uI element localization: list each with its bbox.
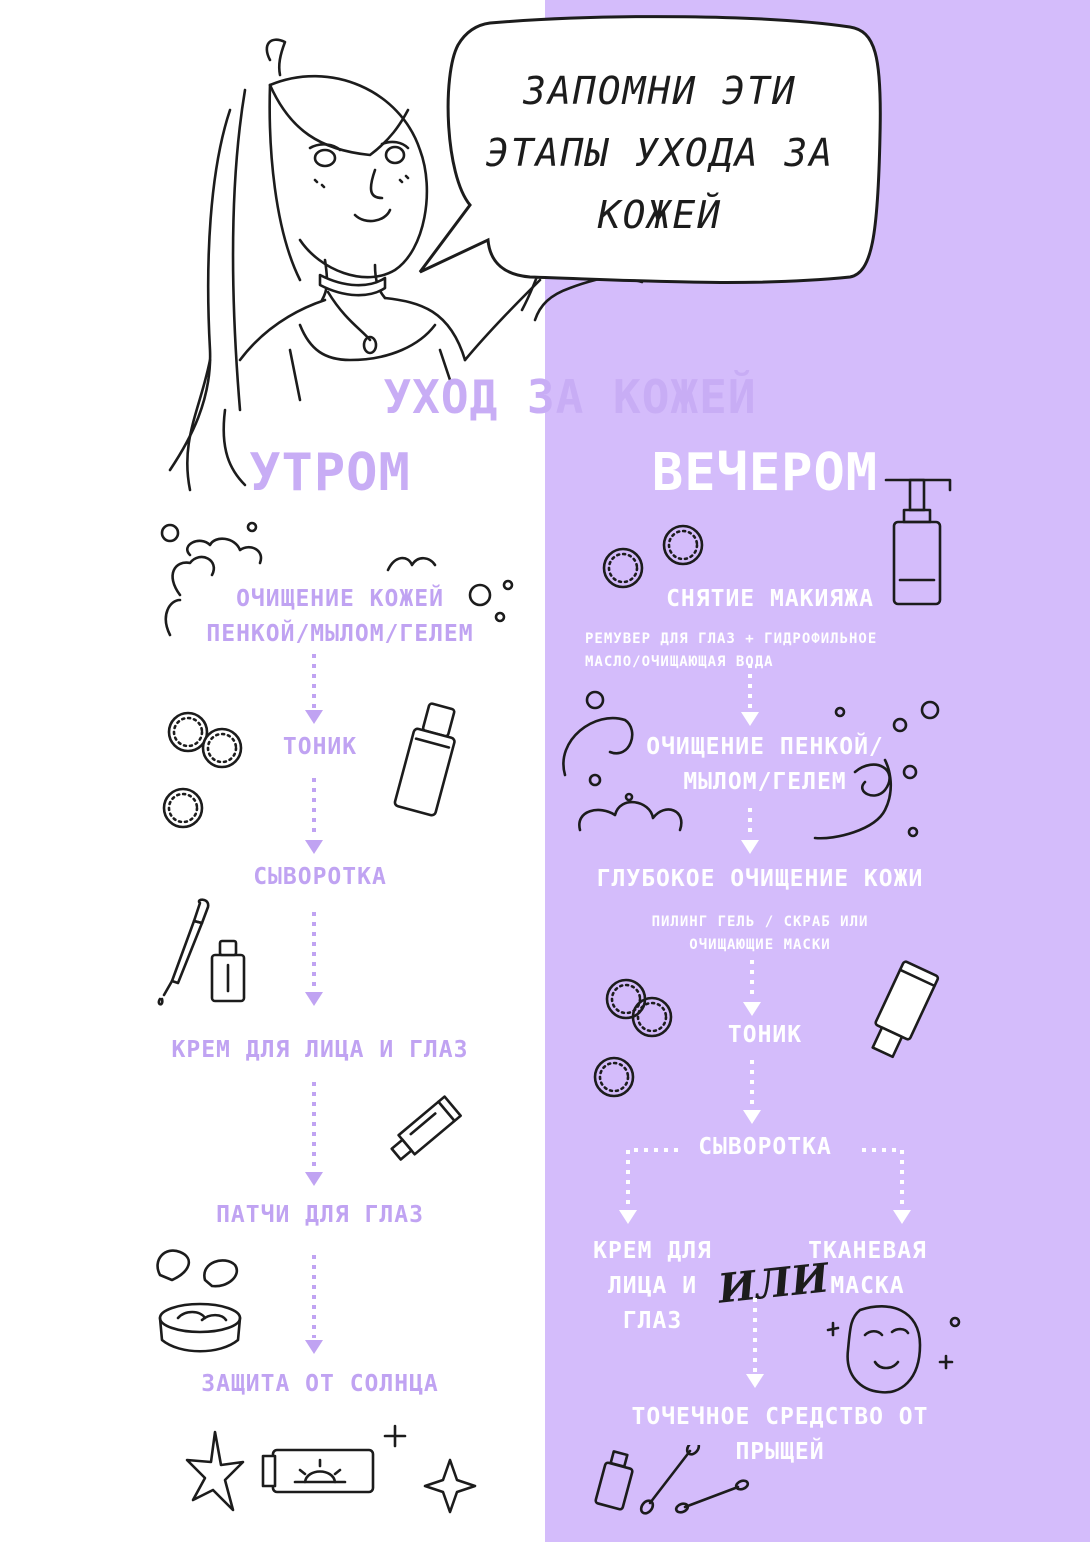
sheet-mask-icon [820,1300,970,1400]
eye-patches-icon [150,1240,250,1355]
serum-dropper-icon [150,895,260,1010]
evening-cotton-pads-icon [595,520,715,595]
morning-step-toner: ТОНИК [282,734,358,760]
page-title: УХОД ЗА КОЖЕЙ [383,370,757,424]
evening-column-title: ВЕЧЕРОМ [651,443,879,503]
morning-step-serum: СЫВОРОТКА [253,864,387,890]
morning-column-title: УТРОМ [249,443,411,503]
morning-step-sunscreen: ЗАЩИТА ОТ СОЛНЦА [201,1371,439,1397]
evening-note-makeup-removal: РЕМУВЕР ДЛЯ ГЛАЗ + ГИДРОФИЛЬНОЕ МАСЛО/ОЧИЩАЮЩАЯ ВОДА [585,631,878,670]
spot-treatment-icon [590,1445,760,1520]
cotton-pads-icon [155,710,255,840]
bubble-line-2: ЭТАПЫ УХОДА ЗА [485,131,835,175]
bubble-line-1: ЗАПОМНИ ЭТИ [523,69,797,113]
morning-step-patches: ПАТЧИ ДЛЯ ГЛАЗ [216,1202,424,1228]
sun-sparkles-icon [185,1420,485,1520]
morning-step-cream: КРЕМ ДЛЯ ЛИЦА И ГЛАЗ [171,1037,469,1063]
evening-tube-icon [855,960,945,1070]
evening-step-makeup-removal: СНЯТИЕ МАКИЯЖА [666,586,874,612]
morning-step-cleansing: ОЧИЩЕНИЕ КОЖЕЙ ПЕНКОЙ/МЫЛОМ/ГЕЛЕМ [206,586,474,647]
evening-step-serum: СЫВОРОТКА [698,1134,832,1160]
evening-step-cream: КРЕМ ДЛЯ ЛИЦА И ГЛАЗ [593,1238,712,1334]
evening-note-deep-cleansing: ПИЛИНГ ГЕЛЬ / СКРАБ ИЛИ ОЧИЩАЮЩИЕ МАСКИ [651,914,869,953]
evening-step-sheet-mask: ТКАНЕВАЯ МАСКА [808,1238,927,1299]
cream-tube-icon [380,1080,475,1175]
evening-step-toner: ТОНИК [727,1022,803,1048]
evening-step-deep-cleansing: ГЛУБОКОЕ ОЧИЩЕНИЕ КОЖИ [596,866,924,892]
pump-bottle-icon [880,470,960,610]
evening-foam-icon [555,690,955,850]
toner-bottle-icon [385,695,475,825]
or-label: ИЛИ [715,1254,832,1313]
foam-bubbles-icon [150,515,520,665]
evening-toner-pads-icon [590,975,690,1105]
evening-step-spot-treatment: ТОЧЕЧНОЕ СРЕДСТВО ОТ ПРЫЩЕЙ [631,1404,929,1465]
evening-step-cleansing: ОЧИЩЕНИЕ ПЕНКОЙ/ МЫЛОМ/ГЕЛЕМ [646,734,884,795]
bubble-line-3: КОЖЕЙ [597,193,723,237]
morning-arrows [300,650,330,1360]
